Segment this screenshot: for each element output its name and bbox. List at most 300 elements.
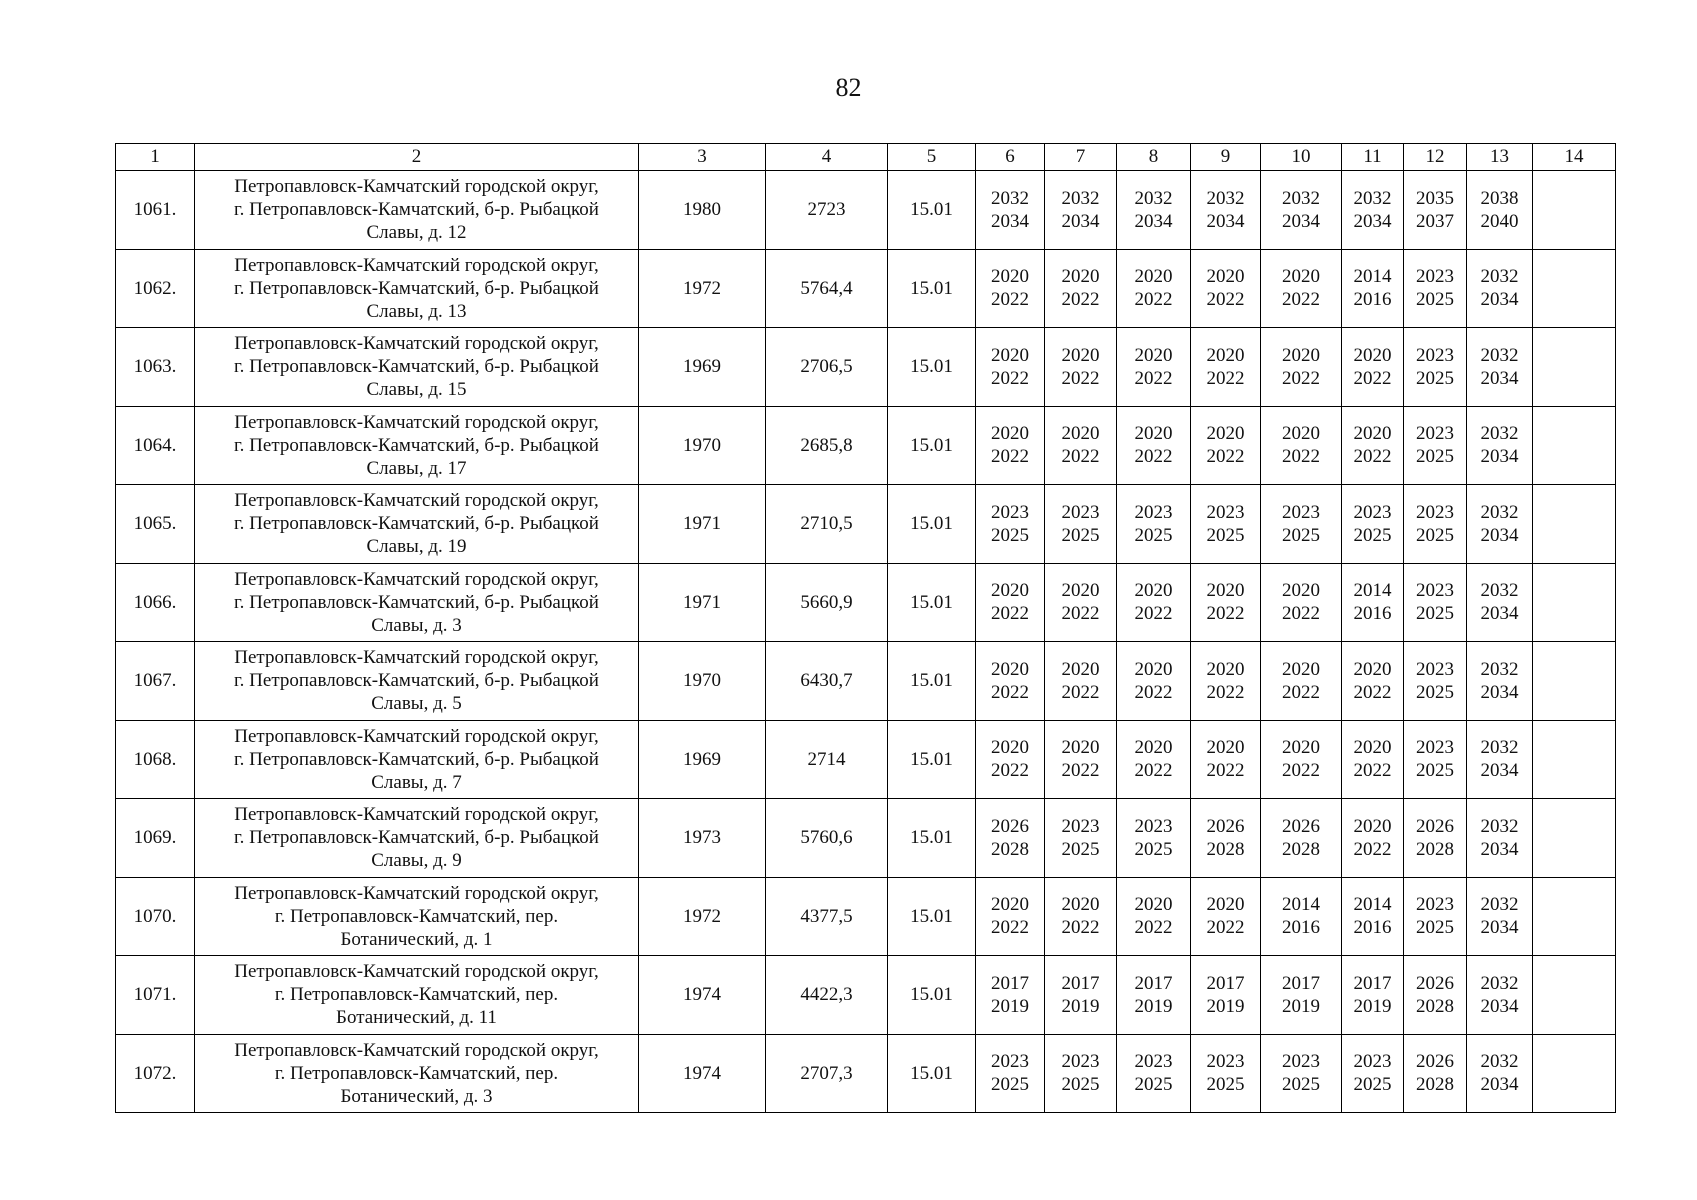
row-number: 1072. bbox=[116, 1034, 195, 1113]
address-line: Петропавловск-Камчатский городской округ, bbox=[234, 490, 599, 512]
period-start-year: 2023 bbox=[1134, 1051, 1173, 1073]
period-start-year: 2023 bbox=[991, 1051, 1029, 1073]
period-end-year: 2025 bbox=[1134, 524, 1173, 546]
table-row bbox=[116, 485, 1616, 564]
period-cell bbox=[976, 956, 1045, 1035]
code-cell: 15.01 bbox=[888, 642, 976, 721]
period-start-year: 2032 bbox=[1480, 580, 1519, 602]
address-line: Славы, д. 15 bbox=[366, 379, 467, 401]
period-start-year: 2020 bbox=[1206, 737, 1245, 759]
period-end-year: 2022 bbox=[991, 603, 1029, 625]
period-start-year: 2017 bbox=[1061, 972, 1100, 994]
period-end-year: 2022 bbox=[1134, 289, 1173, 311]
column-header-14: 14 bbox=[1533, 144, 1616, 171]
period-end-year: 2022 bbox=[1282, 760, 1320, 782]
table-row bbox=[116, 720, 1616, 799]
period-end-year: 2022 bbox=[1353, 760, 1392, 782]
total-area: 2706,5 bbox=[766, 328, 888, 407]
period-cell bbox=[976, 1034, 1045, 1113]
period-end-year: 2022 bbox=[1282, 603, 1320, 625]
period-end-year: 2034 bbox=[1480, 917, 1519, 939]
address-cell bbox=[195, 956, 639, 1035]
build-year: 1974 bbox=[639, 956, 766, 1035]
period-start-year: 2023 bbox=[1416, 501, 1454, 523]
address-line: г. Петропавловск-Камчатский, б-р. Рыбацкой bbox=[234, 277, 599, 299]
column-14-cell bbox=[1533, 1034, 1616, 1113]
period-cell bbox=[1045, 563, 1117, 642]
period-start-year: 2023 bbox=[991, 501, 1029, 523]
period-cell bbox=[976, 720, 1045, 799]
period-cell bbox=[1467, 1034, 1533, 1113]
address-line: Петропавловск-Камчатский городской округ, bbox=[234, 333, 599, 355]
period-cell bbox=[1404, 799, 1467, 878]
period-cell bbox=[1261, 249, 1342, 328]
period-end-year: 2034 bbox=[1480, 838, 1519, 860]
period-end-year: 2025 bbox=[1416, 367, 1454, 389]
address-cell bbox=[195, 563, 639, 642]
period-cell bbox=[976, 171, 1045, 250]
period-cell bbox=[1261, 877, 1342, 956]
build-year: 1971 bbox=[639, 485, 766, 564]
table-row bbox=[116, 328, 1616, 407]
column-header-2: 2 bbox=[195, 144, 639, 171]
address-line: г. Петропавловск-Камчатский, б-р. Рыбацкой bbox=[234, 670, 599, 692]
period-start-year: 2026 bbox=[1416, 815, 1454, 837]
address-line: Ботанический, д. 11 bbox=[336, 1007, 497, 1029]
period-start-year: 2032 bbox=[1480, 423, 1519, 445]
period-cell bbox=[1404, 1034, 1467, 1113]
code-cell: 15.01 bbox=[888, 1034, 976, 1113]
column-header-4: 4 bbox=[766, 144, 888, 171]
total-area: 4422,3 bbox=[766, 956, 888, 1035]
column-header-10: 10 bbox=[1261, 144, 1342, 171]
period-start-year: 2020 bbox=[1134, 737, 1173, 759]
address-cell bbox=[195, 720, 639, 799]
period-cell bbox=[1261, 1034, 1342, 1113]
total-area: 2723 bbox=[766, 171, 888, 250]
period-start-year: 2038 bbox=[1480, 187, 1519, 209]
period-start-year: 2020 bbox=[1282, 580, 1320, 602]
period-start-year: 2023 bbox=[1416, 423, 1454, 445]
address-cell bbox=[195, 877, 639, 956]
period-end-year: 2028 bbox=[991, 838, 1029, 860]
table-row bbox=[116, 799, 1616, 878]
build-year: 1969 bbox=[639, 328, 766, 407]
period-end-year: 2022 bbox=[1282, 681, 1320, 703]
code-cell: 15.01 bbox=[888, 877, 976, 956]
period-cell bbox=[1261, 406, 1342, 485]
period-cell bbox=[976, 328, 1045, 407]
period-start-year: 2032 bbox=[1480, 501, 1519, 523]
address-line: г. Петропавловск-Камчатский, б-р. Рыбацкой bbox=[234, 827, 599, 849]
period-cell bbox=[1045, 877, 1117, 956]
period-end-year: 2016 bbox=[1282, 917, 1320, 939]
period-end-year: 2025 bbox=[1416, 524, 1454, 546]
column-header-8: 8 bbox=[1117, 144, 1191, 171]
period-end-year: 2022 bbox=[1206, 289, 1245, 311]
period-cell bbox=[1342, 328, 1404, 407]
total-area: 4377,5 bbox=[766, 877, 888, 956]
period-start-year: 2023 bbox=[1206, 1051, 1245, 1073]
address-line: Петропавловск-Камчатский городской округ, bbox=[234, 882, 599, 904]
period-start-year: 2023 bbox=[1416, 580, 1454, 602]
period-cell bbox=[1045, 328, 1117, 407]
period-start-year: 2023 bbox=[1353, 1051, 1392, 1073]
period-cell bbox=[1191, 642, 1261, 721]
period-start-year: 2032 bbox=[1480, 737, 1519, 759]
period-cell bbox=[1191, 328, 1261, 407]
period-end-year: 2025 bbox=[1416, 917, 1454, 939]
period-cell bbox=[1191, 956, 1261, 1035]
period-cell bbox=[1261, 171, 1342, 250]
period-end-year: 2028 bbox=[1282, 838, 1320, 860]
period-start-year: 2023 bbox=[1416, 658, 1454, 680]
period-cell bbox=[1117, 328, 1191, 407]
address-line: г. Петропавловск-Камчатский, б-р. Рыбацкой bbox=[234, 199, 599, 221]
period-start-year: 2020 bbox=[1353, 815, 1392, 837]
period-end-year: 2025 bbox=[1061, 838, 1100, 860]
column-14-cell bbox=[1533, 485, 1616, 564]
period-cell bbox=[1342, 799, 1404, 878]
period-cell bbox=[1117, 877, 1191, 956]
row-number: 1069. bbox=[116, 799, 195, 878]
period-start-year: 2023 bbox=[1282, 501, 1320, 523]
table-row bbox=[116, 249, 1616, 328]
period-start-year: 2014 bbox=[1353, 266, 1392, 288]
period-start-year: 2023 bbox=[1061, 501, 1100, 523]
period-start-year: 2020 bbox=[1206, 580, 1245, 602]
address-line: Славы, д. 7 bbox=[371, 771, 462, 793]
period-cell bbox=[1045, 642, 1117, 721]
period-start-year: 2020 bbox=[1134, 423, 1173, 445]
period-start-year: 2020 bbox=[1282, 344, 1320, 366]
period-start-year: 2026 bbox=[991, 815, 1029, 837]
period-cell bbox=[1045, 720, 1117, 799]
period-cell bbox=[1342, 1034, 1404, 1113]
period-start-year: 2023 bbox=[1416, 344, 1454, 366]
period-end-year: 2028 bbox=[1416, 995, 1454, 1017]
code-cell: 15.01 bbox=[888, 956, 976, 1035]
period-start-year: 2020 bbox=[1282, 266, 1320, 288]
period-start-year: 2026 bbox=[1416, 1051, 1454, 1073]
row-number: 1067. bbox=[116, 642, 195, 721]
period-cell bbox=[1045, 171, 1117, 250]
period-start-year: 2032 bbox=[1061, 187, 1100, 209]
table-row bbox=[116, 877, 1616, 956]
period-cell bbox=[1404, 171, 1467, 250]
build-year: 1973 bbox=[639, 799, 766, 878]
period-start-year: 2020 bbox=[1061, 266, 1100, 288]
period-start-year: 2020 bbox=[1061, 658, 1100, 680]
address-line: Ботанический, д. 1 bbox=[340, 928, 493, 950]
period-cell bbox=[1467, 720, 1533, 799]
period-end-year: 2022 bbox=[1206, 367, 1245, 389]
page-number: 82 bbox=[835, 73, 862, 102]
column-header-9: 9 bbox=[1191, 144, 1261, 171]
period-end-year: 2022 bbox=[991, 681, 1029, 703]
period-cell bbox=[976, 642, 1045, 721]
period-cell bbox=[1261, 720, 1342, 799]
period-cell bbox=[1404, 956, 1467, 1035]
period-start-year: 2014 bbox=[1353, 580, 1392, 602]
period-end-year: 2034 bbox=[1480, 524, 1519, 546]
period-end-year: 2022 bbox=[1282, 289, 1320, 311]
period-cell bbox=[1404, 877, 1467, 956]
period-end-year: 2022 bbox=[1282, 367, 1320, 389]
period-end-year: 2025 bbox=[1282, 524, 1320, 546]
column-header-5: 5 bbox=[888, 144, 976, 171]
period-cell bbox=[1404, 328, 1467, 407]
address-line: Петропавловск-Камчатский городской округ, bbox=[234, 176, 599, 198]
period-end-year: 2034 bbox=[1480, 760, 1519, 782]
period-end-year: 2022 bbox=[1134, 917, 1173, 939]
period-cell bbox=[1467, 328, 1533, 407]
period-cell bbox=[1467, 799, 1533, 878]
address-line: Славы, д. 19 bbox=[366, 536, 467, 558]
table-header bbox=[116, 144, 1616, 171]
column-header-12: 12 bbox=[1404, 144, 1467, 171]
column-14-cell bbox=[1533, 171, 1616, 250]
period-start-year: 2020 bbox=[1206, 658, 1245, 680]
period-start-year: 2032 bbox=[1134, 187, 1173, 209]
period-start-year: 2023 bbox=[1353, 501, 1392, 523]
period-end-year: 2025 bbox=[1416, 446, 1454, 468]
period-cell bbox=[1191, 720, 1261, 799]
period-end-year: 2037 bbox=[1416, 210, 1454, 232]
header-row bbox=[116, 144, 1616, 171]
table-row bbox=[116, 956, 1616, 1035]
period-start-year: 2017 bbox=[1282, 972, 1320, 994]
period-end-year: 2016 bbox=[1353, 603, 1392, 625]
period-end-year: 2022 bbox=[991, 760, 1029, 782]
period-end-year: 2022 bbox=[1134, 603, 1173, 625]
code-cell: 15.01 bbox=[888, 171, 976, 250]
period-cell bbox=[1342, 249, 1404, 328]
period-cell bbox=[1117, 406, 1191, 485]
period-start-year: 2020 bbox=[1134, 894, 1173, 916]
period-start-year: 2020 bbox=[1206, 344, 1245, 366]
period-end-year: 2025 bbox=[1416, 681, 1454, 703]
period-start-year: 2023 bbox=[1416, 737, 1454, 759]
period-cell bbox=[976, 799, 1045, 878]
period-end-year: 2019 bbox=[991, 995, 1029, 1017]
period-cell bbox=[1342, 563, 1404, 642]
period-cell bbox=[1342, 720, 1404, 799]
period-end-year: 2019 bbox=[1134, 995, 1173, 1017]
period-start-year: 2020 bbox=[991, 423, 1029, 445]
column-14-cell bbox=[1533, 877, 1616, 956]
period-end-year: 2025 bbox=[1353, 1074, 1392, 1096]
period-cell bbox=[1117, 563, 1191, 642]
table-row bbox=[116, 406, 1616, 485]
period-cell bbox=[1342, 171, 1404, 250]
period-cell bbox=[1191, 799, 1261, 878]
period-start-year: 2020 bbox=[1353, 737, 1392, 759]
column-header-13: 13 bbox=[1467, 144, 1533, 171]
address-cell bbox=[195, 406, 639, 485]
period-start-year: 2020 bbox=[1353, 423, 1392, 445]
period-start-year: 2026 bbox=[1416, 972, 1454, 994]
period-end-year: 2022 bbox=[1353, 367, 1392, 389]
period-cell bbox=[1467, 956, 1533, 1035]
period-start-year: 2020 bbox=[991, 580, 1029, 602]
period-end-year: 2040 bbox=[1480, 210, 1519, 232]
period-cell bbox=[1261, 328, 1342, 407]
period-start-year: 2020 bbox=[1061, 737, 1100, 759]
period-end-year: 2016 bbox=[1353, 289, 1392, 311]
column-14-cell bbox=[1533, 720, 1616, 799]
period-end-year: 2022 bbox=[991, 367, 1029, 389]
total-area: 6430,7 bbox=[766, 642, 888, 721]
period-cell bbox=[1045, 956, 1117, 1035]
address-cell bbox=[195, 171, 639, 250]
table-row bbox=[116, 642, 1616, 721]
period-start-year: 2032 bbox=[1480, 894, 1519, 916]
period-cell bbox=[1261, 485, 1342, 564]
period-cell bbox=[1404, 485, 1467, 564]
address-line: Петропавловск-Камчатский городской округ, bbox=[234, 411, 599, 433]
row-number: 1064. bbox=[116, 406, 195, 485]
address-line: г. Петропавловск-Камчатский, б-р. Рыбацкой bbox=[234, 356, 599, 378]
period-end-year: 2022 bbox=[991, 289, 1029, 311]
period-cell bbox=[1404, 563, 1467, 642]
period-start-year: 2020 bbox=[1282, 737, 1320, 759]
period-end-year: 2034 bbox=[1206, 210, 1245, 232]
address-line: Петропавловск-Камчатский городской округ, bbox=[234, 725, 599, 747]
period-end-year: 2022 bbox=[1206, 760, 1245, 782]
period-start-year: 2032 bbox=[1480, 344, 1519, 366]
period-cell bbox=[1191, 406, 1261, 485]
period-end-year: 2025 bbox=[1061, 524, 1100, 546]
period-start-year: 2023 bbox=[1282, 1051, 1320, 1073]
total-area: 2714 bbox=[766, 720, 888, 799]
period-cell bbox=[976, 249, 1045, 328]
period-cell bbox=[1404, 720, 1467, 799]
build-year: 1970 bbox=[639, 406, 766, 485]
address-line: Славы, д. 12 bbox=[366, 222, 467, 244]
period-cell bbox=[1467, 406, 1533, 485]
code-cell: 15.01 bbox=[888, 720, 976, 799]
period-start-year: 2020 bbox=[1206, 423, 1245, 445]
period-cell bbox=[1261, 956, 1342, 1035]
column-14-cell bbox=[1533, 799, 1616, 878]
period-cell bbox=[1191, 563, 1261, 642]
period-start-year: 2032 bbox=[1480, 266, 1519, 288]
period-end-year: 2022 bbox=[1061, 289, 1100, 311]
total-area: 2707,3 bbox=[766, 1034, 888, 1113]
period-cell bbox=[1404, 642, 1467, 721]
period-end-year: 2022 bbox=[1206, 446, 1245, 468]
period-start-year: 2020 bbox=[1353, 344, 1392, 366]
period-end-year: 2022 bbox=[1061, 681, 1100, 703]
period-end-year: 2034 bbox=[1282, 210, 1320, 232]
period-end-year: 2025 bbox=[991, 1074, 1029, 1096]
period-start-year: 2032 bbox=[991, 187, 1029, 209]
period-end-year: 2022 bbox=[1282, 446, 1320, 468]
code-cell: 15.01 bbox=[888, 563, 976, 642]
period-end-year: 2025 bbox=[1282, 1074, 1320, 1096]
total-area: 5660,9 bbox=[766, 563, 888, 642]
row-number: 1070. bbox=[116, 877, 195, 956]
code-cell: 15.01 bbox=[888, 406, 976, 485]
period-end-year: 2019 bbox=[1353, 995, 1392, 1017]
period-cell bbox=[976, 406, 1045, 485]
period-end-year: 2025 bbox=[1134, 838, 1173, 860]
period-end-year: 2025 bbox=[1416, 760, 1454, 782]
table-body bbox=[116, 171, 1616, 1113]
address-line: г. Петропавловск-Камчатский, б-р. Рыбацкой bbox=[234, 591, 599, 613]
total-area: 2710,5 bbox=[766, 485, 888, 564]
period-start-year: 2020 bbox=[1353, 658, 1392, 680]
address-line: Славы, д. 13 bbox=[366, 300, 467, 322]
period-cell bbox=[1342, 485, 1404, 564]
row-number: 1061. bbox=[116, 171, 195, 250]
code-cell: 15.01 bbox=[888, 799, 976, 878]
period-start-year: 2023 bbox=[1416, 894, 1454, 916]
column-14-cell bbox=[1533, 406, 1616, 485]
period-cell bbox=[1117, 956, 1191, 1035]
address-line: г. Петропавловск-Камчатский, пер. bbox=[274, 1062, 559, 1084]
address-cell bbox=[195, 485, 639, 564]
period-start-year: 2020 bbox=[1134, 266, 1173, 288]
row-number: 1071. bbox=[116, 956, 195, 1035]
period-end-year: 2034 bbox=[1480, 603, 1519, 625]
period-start-year: 2020 bbox=[1206, 266, 1245, 288]
address-line: Ботанический, д. 3 bbox=[340, 1085, 493, 1107]
address-line: г. Петропавловск-Камчатский, пер. bbox=[274, 905, 559, 927]
build-year: 1980 bbox=[639, 171, 766, 250]
period-start-year: 2023 bbox=[1206, 501, 1245, 523]
period-cell bbox=[1117, 171, 1191, 250]
row-number: 1068. bbox=[116, 720, 195, 799]
period-end-year: 2022 bbox=[1134, 446, 1173, 468]
address-line: Петропавловск-Камчатский городской округ, bbox=[234, 647, 599, 669]
address-line: Петропавловск-Камчатский городской округ, bbox=[234, 568, 599, 590]
address-line: г. Петропавловск-Камчатский, б-р. Рыбацкой bbox=[234, 434, 599, 456]
period-cell bbox=[1191, 171, 1261, 250]
period-cell bbox=[976, 485, 1045, 564]
period-cell bbox=[1261, 642, 1342, 721]
build-year: 1972 bbox=[639, 877, 766, 956]
period-end-year: 2034 bbox=[1353, 210, 1392, 232]
period-start-year: 2032 bbox=[1480, 815, 1519, 837]
period-start-year: 2032 bbox=[1353, 187, 1392, 209]
row-number: 1065. bbox=[116, 485, 195, 564]
period-end-year: 2022 bbox=[1061, 760, 1100, 782]
period-end-year: 2034 bbox=[1480, 1074, 1519, 1096]
period-start-year: 2026 bbox=[1206, 815, 1245, 837]
period-end-year: 2022 bbox=[991, 446, 1029, 468]
code-cell: 15.01 bbox=[888, 249, 976, 328]
period-cell bbox=[1045, 485, 1117, 564]
period-cell bbox=[1045, 406, 1117, 485]
period-cell bbox=[1045, 249, 1117, 328]
address-line: Петропавловск-Камчатский городской округ, bbox=[234, 804, 599, 826]
period-cell bbox=[1261, 799, 1342, 878]
period-start-year: 2020 bbox=[1061, 344, 1100, 366]
period-start-year: 2020 bbox=[1134, 344, 1173, 366]
column-14-cell bbox=[1533, 328, 1616, 407]
period-cell bbox=[1467, 642, 1533, 721]
period-end-year: 2022 bbox=[1061, 367, 1100, 389]
period-end-year: 2022 bbox=[1061, 917, 1100, 939]
building-registry-table bbox=[115, 143, 1616, 1113]
address-line: Славы, д. 5 bbox=[371, 693, 462, 715]
period-end-year: 2028 bbox=[1206, 838, 1245, 860]
period-start-year: 2020 bbox=[1061, 423, 1100, 445]
period-start-year: 2032 bbox=[1480, 658, 1519, 680]
period-cell bbox=[1191, 877, 1261, 956]
